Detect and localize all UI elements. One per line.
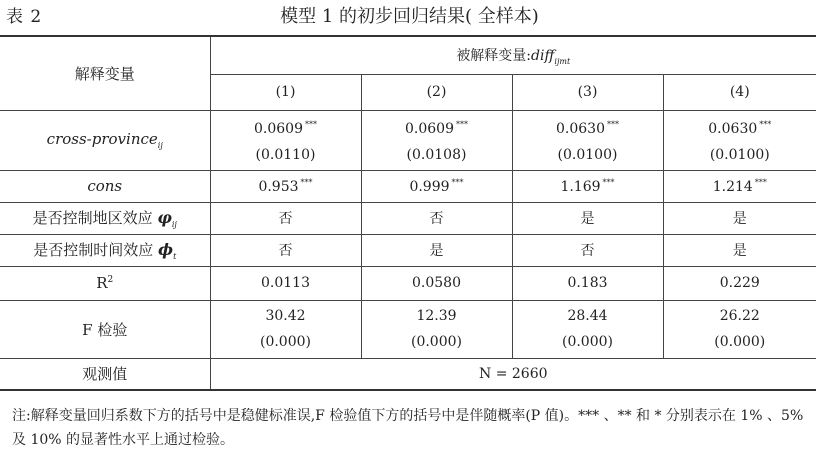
row-cons bbox=[0, 170, 816, 202]
region-cell-2: 否 bbox=[361, 202, 512, 234]
column-header-1: (1) bbox=[210, 74, 361, 110]
column-header-4: (4) bbox=[663, 74, 816, 110]
significance-stars: *** bbox=[754, 177, 767, 187]
coef-value: 1.169 bbox=[560, 178, 601, 195]
cons-cell-1 bbox=[210, 170, 361, 202]
cons-cell-2 bbox=[361, 170, 512, 202]
time-cell-4: 是 bbox=[663, 234, 816, 266]
region-cell-4: 是 bbox=[663, 202, 816, 234]
significance-stars: *** bbox=[759, 120, 772, 129]
significance-stars: *** bbox=[602, 177, 615, 187]
time-cell-2: 是 bbox=[361, 234, 512, 266]
coef-value: 0.0609 bbox=[405, 121, 454, 137]
r2-cell-4: 0.229 bbox=[663, 266, 816, 300]
dependent-variable-header bbox=[210, 36, 816, 74]
time-cell-1: 否 bbox=[210, 234, 361, 266]
cross-cell-1 bbox=[210, 110, 361, 170]
r2-cell-1: 0.0113 bbox=[210, 266, 361, 300]
time-name: 是否控制时间效应 bbox=[33, 241, 154, 259]
row-cross-province bbox=[0, 110, 816, 170]
region-sub: ij bbox=[171, 220, 177, 229]
coef-value: 0.0609 bbox=[254, 121, 303, 137]
coef-value: 0.999 bbox=[409, 178, 450, 195]
se-value: (0.0100) bbox=[557, 147, 618, 163]
time-sub: t bbox=[173, 252, 177, 261]
row-label-observations: 观测值 bbox=[0, 358, 210, 390]
row-label-r2 bbox=[0, 266, 210, 300]
regression-table bbox=[0, 35, 816, 391]
r2-sup: 2 bbox=[107, 275, 114, 285]
f-cell-3 bbox=[512, 300, 663, 358]
significance-stars: *** bbox=[305, 120, 317, 129]
significance-stars: *** bbox=[451, 177, 464, 187]
se-value: (0.0100) bbox=[709, 147, 770, 163]
table-label: 表 2 bbox=[6, 7, 43, 27]
region-name: 是否控制地区效应 bbox=[32, 209, 153, 227]
se-value: (0.0108) bbox=[406, 147, 467, 163]
dependent-label: 被解释变量: bbox=[456, 47, 532, 64]
f-value: 12.39 bbox=[416, 308, 457, 324]
f-value: 30.42 bbox=[265, 308, 306, 324]
cross-name: cross-province bbox=[46, 130, 158, 148]
observations-value: N = 2660 bbox=[210, 358, 816, 390]
row-label-cons: cons bbox=[0, 170, 210, 202]
coef-value: 0.0630 bbox=[708, 121, 758, 137]
r2-cell-2: 0.0580 bbox=[361, 266, 512, 300]
region-cell-1: 否 bbox=[210, 202, 361, 234]
cons-cell-3 bbox=[512, 170, 663, 202]
significance-stars: *** bbox=[300, 177, 313, 187]
phi-symbol: φ bbox=[157, 208, 172, 227]
row-observations bbox=[0, 358, 816, 390]
region-cell-3: 是 bbox=[512, 202, 663, 234]
row-header-label: 解释变量 bbox=[74, 64, 135, 83]
f-value: 28.44 bbox=[567, 308, 608, 324]
phi-symbol: ϕ bbox=[158, 240, 174, 259]
table-title: 模型 1 的初步回归结果( 全样本) bbox=[280, 6, 539, 27]
coef-value: 0.953 bbox=[258, 178, 299, 195]
p-value: (0.000) bbox=[561, 334, 613, 350]
se-value: (0.0110) bbox=[255, 147, 316, 163]
row-time-effect bbox=[0, 234, 816, 266]
significance-stars: *** bbox=[607, 120, 619, 129]
row-label-f-test: F 检验 bbox=[0, 300, 210, 358]
p-value: (0.000) bbox=[410, 334, 462, 350]
row-r2 bbox=[0, 266, 816, 300]
cross-cell-2 bbox=[361, 110, 512, 170]
r2-name: R bbox=[96, 274, 108, 292]
cross-cell-4 bbox=[663, 110, 816, 170]
row-label-cross-province bbox=[0, 110, 210, 170]
p-value: (0.000) bbox=[259, 334, 311, 350]
f-cell-4 bbox=[663, 300, 816, 358]
p-value: (0.000) bbox=[714, 334, 766, 350]
r2-cell-3: 0.183 bbox=[512, 266, 663, 300]
cons-cell-4 bbox=[663, 170, 816, 202]
row-label-time-effect bbox=[0, 234, 210, 266]
cross-sub: ij bbox=[157, 141, 163, 150]
significance-stars: *** bbox=[456, 120, 468, 129]
row-header-cell bbox=[0, 36, 210, 110]
f-value: 26.22 bbox=[719, 308, 760, 324]
dependent-var: diff bbox=[531, 47, 555, 64]
row-region-effect bbox=[0, 202, 816, 234]
coef-value: 1.214 bbox=[712, 178, 753, 195]
dependent-sub: ijmt bbox=[554, 56, 571, 66]
f-cell-2 bbox=[361, 300, 512, 358]
column-header-2: (2) bbox=[361, 74, 512, 110]
cross-cell-3 bbox=[512, 110, 663, 170]
time-cell-3: 否 bbox=[512, 234, 663, 266]
header-row-1 bbox=[0, 36, 816, 74]
column-header-3: (3) bbox=[512, 74, 663, 110]
row-label-region-effect bbox=[0, 202, 210, 234]
f-cell-1 bbox=[210, 300, 361, 358]
row-f-test bbox=[0, 300, 816, 358]
coef-value: 0.0630 bbox=[556, 121, 605, 137]
table-note: 注:解释变量回归系数下方的括号中是稳健标准误,F 检验值下方的括号中是伴随概率(P 值)。*** 、** 和 * 分别表示在 1% 、5% 及 10% 的显著性水平上通过检验。 bbox=[12, 408, 804, 448]
